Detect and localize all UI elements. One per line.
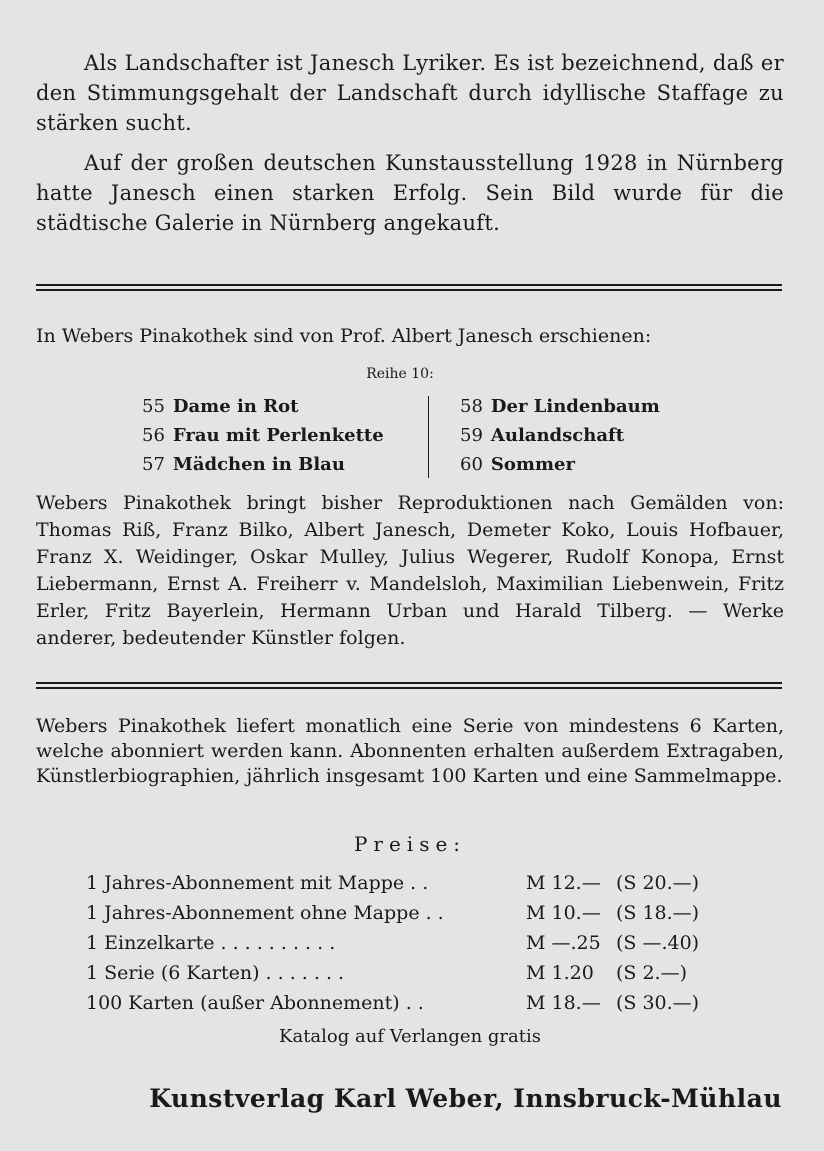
price-mark: M 18.— (526, 992, 601, 1014)
price-row (86, 958, 736, 988)
work-number: 60 (460, 454, 483, 475)
work-title: Dame in Rot (172, 396, 299, 417)
price-label: 100 Karten (außer Abonnement) . . (86, 992, 424, 1014)
price-mark: M 10.— (526, 902, 601, 924)
price-row (86, 898, 736, 928)
price-schilling: (S 18.—) (616, 902, 700, 924)
price-mark: M 12.— (526, 872, 601, 894)
subscription-paragraph: Webers Pinakothek liefert monatlich eine Serie von mindestens 6 Karten, welche abonniert werden kann. Abonnenten erhalten außerdem Extragaben, Künstlerbiographien, jährlich insgesamt 100 Karten und eine Sammelmappe. (36, 715, 784, 787)
catalog-note: Katalog auf Verlangen gratis (279, 1026, 541, 1047)
work-number: 59 (460, 425, 483, 446)
price-row (86, 868, 736, 898)
work-item (460, 421, 760, 450)
price-label: 1 Jahres-Abonnement mit Mappe . . (86, 872, 429, 894)
work-item (142, 392, 422, 421)
price-label: 1 Einzelkarte . . . . . . . . . . (86, 932, 336, 954)
work-item (460, 392, 760, 421)
work-item (142, 421, 422, 450)
work-title: Mädchen in Blau (172, 454, 345, 475)
work-item (460, 450, 760, 479)
price-schilling: (S 20.—) (616, 872, 700, 894)
series-label: Reihe 10: (366, 366, 434, 382)
publisher-imprint: Kunstverlag Karl Weber, Innsbruck-Mühlau (149, 1084, 782, 1113)
price-mark: M 1.20 (526, 962, 594, 984)
prices-heading: Preise: (353, 832, 467, 856)
works-intro: In Webers Pinakothek sind von Prof. Albert Janesch erschienen: (36, 325, 652, 347)
price-label: 1 Serie (6 Karten) . . . . . . . (86, 962, 345, 984)
artists-paragraph: Webers Pinakothek bringt bisher Reproduktionen nach Gemälden von: Thomas Riß, Franz Bilko, Albert Janesch, Demeter Koko, Louis Hofbauer, Franz X. Weidinger, Oskar Mulley, Julius Wegerer, Rudolf Konopa, Ernst Liebermann, Ernst A. Freiherr v. Mandelsloh, Maximilian Liebenwein, Fritz Erler, Fritz Bayerlein, Hermann Urban und Harald Tilberg. — Werke anderer, bedeutender Künstler folgen. (36, 492, 784, 649)
double-rule-top (36, 284, 782, 291)
work-number: 55 (142, 396, 165, 417)
paragraph-lyricist: Als Landschafter ist Janesch Lyriker. Es ist bezeichnend, daß er den Stimmungsgehalt der Landschaft durch idyllische Staffage zu stärken sucht. (36, 51, 784, 135)
paragraph-exhibition: Auf der großen deutschen Kunstausstellung 1928 in Nürnberg hatte Janesch einen starken Erfolg. Sein Bild wurde für die städtische Galerie in Nürnberg angekauft. (36, 151, 784, 235)
work-number: 58 (460, 396, 483, 417)
work-title: Frau mit Perlenkette (172, 425, 384, 446)
work-number: 57 (142, 454, 165, 475)
work-title: Der Lindenbaum (490, 396, 660, 417)
price-schilling: (S 30.—) (616, 992, 700, 1014)
works-list-left (142, 392, 422, 479)
works-divider (428, 396, 429, 478)
work-item (142, 450, 422, 479)
price-row (86, 928, 736, 958)
work-number: 56 (142, 425, 165, 446)
work-title: Aulandschaft (490, 425, 625, 446)
price-mark: M —.25 (526, 932, 601, 954)
work-title: Sommer (490, 454, 575, 475)
works-list-right (460, 392, 760, 479)
price-row (86, 988, 736, 1018)
double-rule-bottom (36, 682, 782, 689)
price-schilling: (S —.40) (616, 932, 700, 954)
price-table (86, 868, 736, 1018)
price-schilling: (S 2.—) (616, 962, 688, 984)
price-label: 1 Jahres-Abonnement ohne Mappe . . (86, 902, 444, 924)
